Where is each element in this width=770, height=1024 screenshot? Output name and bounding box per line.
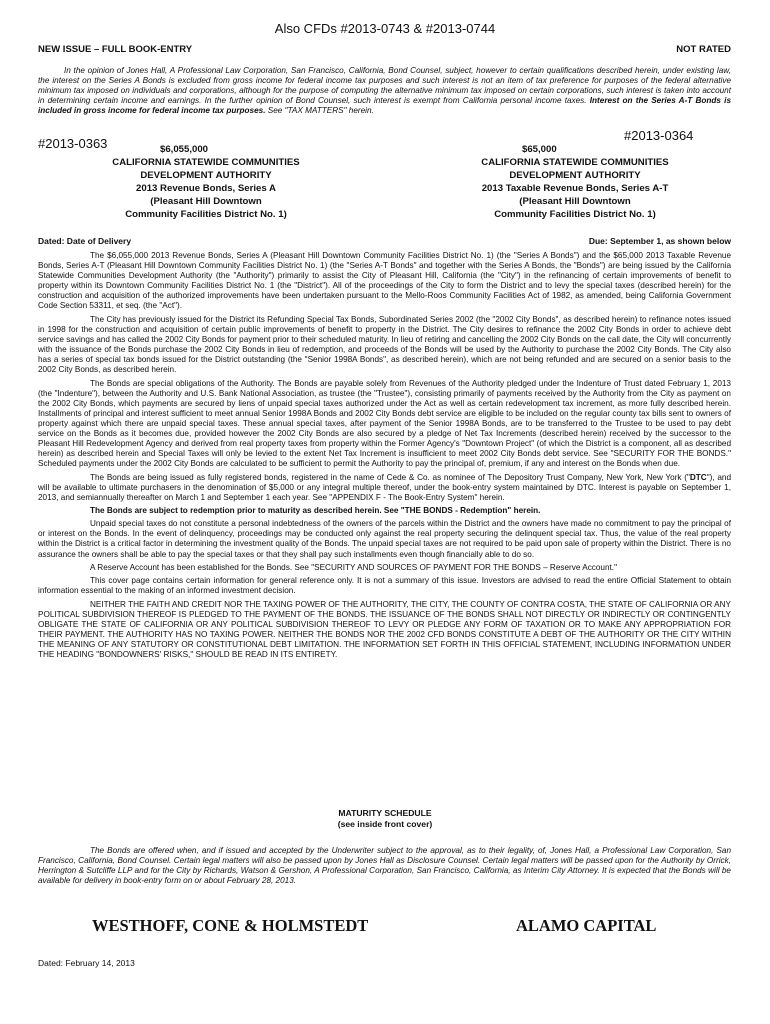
issue-amount: $6,055,000 (160, 144, 209, 155)
issue-line: Community Facilities District No. 1) (494, 209, 656, 220)
opinion-main-text: In the opinion of Jones Hall, A Professional Law Corporation, San Francisco, California, Bond Counsel, subject, however to certain qualifications described herein, under existing law, the interest on the Series A Bonds is excluded from gross income for federal income tax purposes and such interest is not an item of tax preference for purposes of the federal alternative minimum tax imposed on individuals and corporations, although for the purpose of computing the alternative minimum tax imposed on certain corporations, such interest is taken into account in determining certain income and earnings. In the further opinion of Bond Counsel, such interest is exempt from California personal income taxes. (38, 66, 731, 106)
opinion-bold-text: Interest on the Series A-T Bonds is included in gross income for federal income tax purposes. (38, 96, 731, 116)
issue-line: CALIFORNIA STATEWIDE COMMUNITIES (481, 157, 669, 168)
body-paragraph: A Reserve Account has been established for the Bonds. See "SECURITY AND SOURCES OF PAYMENT FOR THE BONDS – Reserve Account." (90, 562, 617, 572)
body-paragraph: The Bonds are special obligations of the Authority. The Bonds are payable solely from Revenues of the Authority pledged under the Indenture of Trust dated February 1, 2013 (the "Indenture"), between the Authority and U.S. Bank National Association, as trustee (the "Trustee"), consisting primarily of payments received by the Authority from the City as payment on the 2002 City Bonds, which payments are secured by liens of unpaid special taxes authorized under the Act as well as certain redevelopment tax increment, as more fully described herein. Installments of principal and interest sufficient to meet annual Senior 1998A Bonds and 2002 City Bonds debt service are eligible to be included on the regular county tax bills sent to owners of property against which there are unpaid special taxes. These annual special taxes, after payment of the Senior 1998A Bonds, are to be transferred to the Trustee to be used to pay debt service on the Bonds as it becomes due, provided however the 2002 City Bonds are also secured by a pledge of Net Tax Increments (described herein) received by the successor to the Pleasant Hill Redevelopment Agency and derived from real property taxes from property within the Former Agency's "Downtown Project" (of which the District is a component, all as described herein) as described herein and Special Taxes will only be levied to the extent Net Tax Increment is insufficient to meet 2002 City Bonds debt service. See "SECURITY FOR THE BONDS." Scheduled payments under the 2002 City Bonds are calculated to be sufficient to permit the Authority to pay the principal of, premium, if any and interest on the Bonds when due. (38, 378, 731, 469)
maturity-schedule-heading (0, 808, 770, 830)
offering-paragraph-block (38, 846, 731, 886)
issue-header-row (38, 44, 731, 58)
body-paragraph: This cover page contains certain information for general reference only. It is not a summary of this issue. Investors are advised to read the entire Official Statement to obtain information essential to the making of an informed investment decision. (38, 576, 731, 596)
body-paragraph: The City has previously issued for the District its Refunding Special Tax Bonds, Subordinated Series 2002 (the "2002 City Bonds", as described herein) to refinance notes issued in 1998 for the construction and acquisition of certain public improvements of benefit to property in the District. The City desires to refinance the 2002 City Bonds in order to achieve debt service savings and has called the 2002 City Bonds for payment prior to their scheduled maturity. In lieu of retiring and cancelling the 2002 City Bonds on the call date, the City will concurrently with the issuance of the Bonds purchase the 2002 City Bonds in lieu of redemption, and proceeds of the Bonds will be used by the Authority to purchase the 2002 City Bonds. The City also has a series of special tax bonds issued for the District outstanding (the "Senior 1998A Bonds", as described herein), which are not being refunded and are secured on a senior basis to the 2002 City Bonds, as described herein. (38, 314, 731, 375)
maturity-subtitle: (see inside front cover) (337, 819, 433, 829)
cfd-number-right: #2013-0364 (624, 128, 694, 143)
body-text: "), and will be available to ultimate purchasers in the denomination of $5,000 or any integral multiple thereof, under the book-entry system maintained by DTC. Interest is payable on September 1, 2013, and semiannually thereafter on March 1 and September 1 each year. See "APPENDIX F - The Book-Entry System" herein. (38, 472, 731, 502)
issue-line: (Pleasant Hill Downtown (150, 196, 262, 207)
document-date: Dated: February 14, 2013 (38, 958, 135, 968)
issue-line: 2013 Revenue Bonds, Series A (136, 183, 276, 194)
due-label: Due: September 1, as shown below (588, 236, 731, 246)
page-title: Also CFDs #2013-0743 & #2013-0744 (274, 21, 496, 36)
opinion-end-text: See "TAX MATTERS" herein. (267, 106, 374, 116)
dated-due-row (38, 236, 731, 249)
body-paragraph (38, 473, 731, 503)
offering-paragraph: The Bonds are offered when, and if issued and accepted by the Underwriter subject to the approval, as to their legality, of, Jones Hall, a Professional Law Corporation, San Francisco, California, Bond Counsel. Certain legal matters will also be passed upon by Jones Hall as Disclosure Counsel. Certain legal matters will be passed upon for the Authority by Orrick, Herrington & Sutcliffe LLP and for the City by Richards, Watson & Gershon, A Professional Corporation, San Francisco, California, as Interim City Attorney. It is expected that the Bonds will be available for delivery in book-entry form on or about February 28, 2013. (38, 846, 731, 886)
issue-line: DEVELOPMENT AUTHORITY (140, 170, 272, 181)
maturity-title: MATURITY SCHEDULE (338, 808, 432, 818)
issue-block-series-a-t (444, 143, 706, 221)
issue-line: DEVELOPMENT AUTHORITY (509, 170, 641, 181)
redemption-notice: The Bonds are subject to redemption prior to maturity as described herein. See "THE BONDS - Redemption" herein. (90, 506, 541, 515)
body-text: The Bonds are being issued as fully registered bonds, registered in the name of Cede & Co. as nominee of The Depository Trust Company, New York, New York (" (90, 472, 690, 482)
bond-counsel-opinion (38, 66, 731, 116)
disclaimer-paragraph: NEITHER THE FAITH AND CREDIT NOR THE TAXING POWER OF THE AUTHORITY, THE CITY, THE COUNTY OF CONTRA COSTA, THE STATE OF CALIFORNIA OR ANY POLITICAL SUBDIVISION THEREOF IS PLEDGED TO THE PAYMENT OF THE BONDS. THE ISSUANCE OF THE BONDS SHALL NOT DIRECTLY OR INDIRECTLY OR CONTINGENTLY OBLIGATE THE STATE OF CALIFORNIA OR ANY POLITICAL SUBDIVISION THEREOF TO LEVY OR PLEDGE ANY FORM OF TAXATION OR TO MAKE ANY APPROPRIATION FOR THEIR PAYMENT. THE AUTHORITY HAS NO TAXING POWER. NEITHER THE BONDS NOR THE 2002 CFD BONDS CONSTITUTE A DEBT OF THE AUTHORITY OR THE CITY WITHIN THE MEANING OF ANY STATUTORY OR CONSTITUTIONAL DEBT LIMITATION. THE INFORMATION SET FORTH IN THIS OFFICIAL STATEMENT, INCLUDING INFORMATION UNDER THE HEADING "BONDOWNERS' RISKS," SHOULD BE READ IN ITS ENTIRETY. (38, 599, 731, 659)
underwriter-left: WESTHOFF, CONE & HOLMSTEDT (92, 916, 369, 935)
dtc-term: DTC (689, 472, 707, 482)
issue-line: 2013 Taxable Revenue Bonds, Series A-T (481, 183, 669, 194)
issue-line: Community Facilities District No. 1) (125, 209, 287, 220)
opinion-paragraph (38, 66, 731, 116)
cover-body-text (38, 251, 731, 663)
body-paragraph: The $6,055,000 2013 Revenue Bonds, Series A (Pleasant Hill Downtown Community Facilities District No. 1) (the "Series A Bonds") and the $65,000 2013 Taxable Revenue Bonds, Series A-T (Pleasant Hill Downtown Community Facilities District No. 1) (the "Series A-T Bonds" and together with the Series A Bonds, the "Bonds") are being issued by the California Statewide Communities Development Authority (the "Authority") primarily to assist the City of Pleasant Hill, California (the "City") in the refinancing of certain improvements of benefit to property within its Downtown Community Facilities District No. 1 (the "District"). All of the proceedings of the City to form the District and to levy the special taxes (described herein) for the construction and acquisition of the authorized improvements have been undertaken pursuant to the Mello-Roos Community Facilities Act of 1982, as amended, being California Government Code Section 53311, et seq. (the "Act"). (38, 251, 731, 311)
dated-label: Dated: Date of Delivery (38, 236, 132, 246)
body-paragraph: Unpaid special taxes do not constitute a personal indebtedness of the owners of the parcels within the District and the owners have made no commitment to pay the principal of or interest on the Bonds. In the event of delinquency, proceedings may be conducted only against the real property securing the delinquent special tax. Thus, the value of the real property within the District is a critical factor in determining the investment quality of the Bonds. The unpaid special taxes are not required to be paid upon sale of property within the District. There is no assurance the owners shall be able to pay the special taxes or that they shall pay such installments even though financially able to do so. (38, 519, 731, 559)
issue-block-series-a (82, 143, 330, 221)
cfd-number-left: #2013-0363 (38, 136, 108, 151)
issue-line: CALIFORNIA STATEWIDE COMMUNITIES (112, 157, 300, 168)
underwriter-right: ALAMO CAPITAL (516, 916, 657, 935)
rating-label: NOT RATED (676, 44, 731, 55)
issue-amount: $65,000 (522, 144, 557, 155)
new-issue-label: NEW ISSUE – FULL BOOK-ENTRY (38, 44, 193, 55)
issue-line: (Pleasant Hill Downtown (519, 196, 631, 207)
